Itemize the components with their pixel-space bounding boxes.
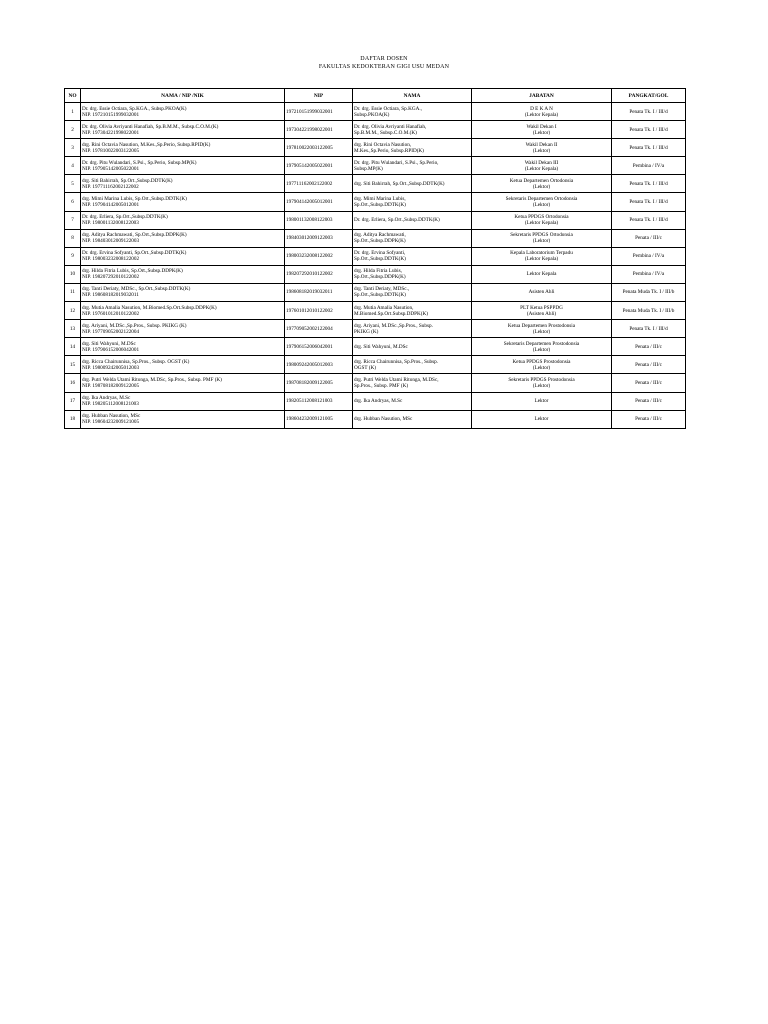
table-row [65, 121, 686, 139]
lecturer-table [64, 88, 686, 429]
table-row [65, 338, 686, 356]
cell-nama-nip-nik [81, 283, 285, 301]
cell-no: 1 [65, 103, 81, 121]
table-row [65, 320, 686, 338]
cell-nama [353, 103, 472, 121]
table-header-row [65, 89, 686, 103]
cell-jabatan [472, 193, 612, 211]
cell-nama-nip-nik [81, 247, 285, 265]
table-row [65, 283, 686, 301]
cell-nama-line-2: Sp.Ort.,Subsp.DDPK(K) [354, 274, 406, 281]
table-row [65, 211, 686, 229]
cell-jabatan-line-1: Wakil Dekan III [524, 159, 559, 166]
table-row [65, 356, 686, 374]
cell-nama-nip-number: NIP. 198003232008122002 [82, 256, 140, 263]
document-title [0, 55, 768, 71]
cell-jabatan-line-2: (Lektor) [532, 147, 551, 154]
cell-jabatan-line-1: D E K A N [530, 105, 553, 112]
cell-nama [353, 392, 472, 410]
table-row [65, 247, 686, 265]
cell-nama-line-1: drg. Ika Andryas, M.Sc [354, 398, 403, 405]
cell-nama [353, 139, 472, 157]
cell-nama [353, 410, 472, 428]
cell-nama [353, 121, 472, 139]
cell-jabatan-line-2: (Lektor) [532, 202, 551, 209]
cell-nama-nip-number: NIP. 198708182009122005 [82, 382, 140, 389]
cell-nama-line-1: drg. Ariyani, M.DSc.,Sp.Pros., Subsp. [354, 322, 433, 329]
cell-pangkat-gol: Penata Tk. I / III/d [612, 193, 686, 211]
cell-nama [353, 283, 472, 301]
cell-jabatan [472, 410, 612, 428]
cell-nama [353, 320, 472, 338]
cell-nip: 197711162002122002 [285, 175, 353, 193]
cell-nama-line-1: drg. Rini Octavia Nasution, [354, 141, 412, 148]
cell-nama-nip-nik [81, 211, 285, 229]
cell-nip: 198009242005012003 [285, 356, 353, 374]
cell-jabatan-line-2: (Lektor) [532, 238, 551, 245]
cell-jabatan-line-2: (Lektor) [532, 328, 551, 335]
cell-nama-nip-name: drg. Ariyani, M.DSc.,Sp.Pros., Subsp. PKIKG (K) [82, 322, 187, 329]
cell-jabatan-line-2: (Lektor Kepala) [524, 111, 559, 118]
header-jabatan: JABATAN [472, 89, 612, 103]
cell-no: 10 [65, 265, 81, 283]
table-row [65, 374, 686, 392]
cell-pangkat-gol: Penata Tk. I / III/d [612, 139, 686, 157]
table-row [65, 193, 686, 211]
cell-no: 12 [65, 302, 81, 320]
cell-nama-nip-name: drg. Ika Andryas, M.Sc [82, 395, 131, 402]
cell-jabatan [472, 157, 612, 175]
cell-nama-nip-nik [81, 320, 285, 338]
cell-nama-nip-number: NIP. 197711162002122002 [82, 183, 139, 190]
cell-jabatan [472, 175, 612, 193]
cell-nama-line-2: PKIKG (K) [354, 328, 379, 335]
cell-nama-nip-name: drg. Tanti Deriaty, MDSc., Sp.Ort.,Subsp.DDTK(K) [82, 286, 191, 293]
cell-nama-nip-number: NIP. 198207292010122002 [82, 274, 140, 281]
cell-jabatan-line-2: (Lektor) [532, 129, 551, 136]
cell-no: 18 [65, 410, 81, 428]
cell-pangkat-gol: Penata / III/c [612, 229, 686, 247]
cell-nama-nip-nik [81, 229, 285, 247]
cell-nama-nip-number: NIP. 198608182019032011 [82, 292, 139, 299]
cell-nip: 198205112008121003 [285, 392, 353, 410]
cell-nama-line-1: Dr. drg. Essie Octiara, Sp.KGA., [354, 105, 422, 112]
cell-nama-nip-nik [81, 193, 285, 211]
cell-nama-nip-nik [81, 103, 285, 121]
cell-jabatan [472, 338, 612, 356]
cell-jabatan-line-1: Sekretaris Departemen Ortodonsia [505, 196, 578, 203]
title-line-2: FAKULTAS KEDOKTERAN GIGI USU MEDAN [318, 64, 450, 70]
cell-no: 15 [65, 356, 81, 374]
cell-jabatan-line-2: (Lektor) [532, 364, 551, 371]
cell-nama-nip-number: NIP. 198205112008121003 [82, 401, 139, 408]
table-row [65, 265, 686, 283]
cell-nama-nip-name: Dr. drg. Ervina Sofyanti, Sp.Ort.,Subsp.DDTK(K) [82, 250, 187, 257]
cell-nama-nip-nik [81, 356, 285, 374]
cell-nip: 198207292010122002 [285, 265, 353, 283]
cell-jabatan-line-2: (Lektor Kepala) [524, 256, 559, 263]
cell-nama-line-2: Sp.Ort.,Subsp.DDTK(K) [354, 292, 406, 299]
cell-no: 6 [65, 193, 81, 211]
cell-jabatan-line-1: Sekretaris PPDGS Prostodonsia [508, 376, 575, 383]
cell-nip: 198403012009122003 [285, 229, 353, 247]
table-row [65, 103, 686, 121]
cell-pangkat-gol: Penata Tk. I / III/d [612, 175, 686, 193]
cell-jabatan-line-2: (Lektor Kepala) [524, 165, 559, 172]
cell-jabatan-line-1: Wakil Dekan I [526, 123, 557, 130]
cell-pangkat-gol: Penata / III/c [612, 356, 686, 374]
table-row [65, 302, 686, 320]
cell-nama-line-1: drg. Aditya Rachmawati, [354, 232, 406, 239]
header-nip: NIP [285, 89, 353, 103]
cell-nama-nip-name: drg. Mimi Marina Lubis, Sp.Ort.,Subsp.DDTK(K) [82, 196, 187, 203]
cell-jabatan [472, 320, 612, 338]
cell-nama-line-2: Sp.Ort.,Subsp.DDTK(K) [354, 202, 406, 209]
cell-nama-line-2: Sp.B.M.M., Subsp.C.O.M.(K) [354, 129, 417, 136]
cell-no: 9 [65, 247, 81, 265]
cell-nama-line-1: Dr. drg. Erliera, Sp.Ort.,Subsp.DDTK(K) [354, 217, 440, 224]
cell-nama [353, 211, 472, 229]
cell-jabatan-line-1: Lektor [534, 416, 549, 423]
cell-jabatan-line-1: Kepala Laboratorium Terpadu [510, 250, 573, 257]
cell-jabatan [472, 103, 612, 121]
cell-nama-line-2: Subsp.PKOA(K) [354, 111, 390, 118]
cell-jabatan [472, 229, 612, 247]
cell-nama-nip-name: drg. Siti Bahirrah, Sp.Ort.,Subsp.DDTK(K) [82, 177, 173, 184]
cell-nama [353, 193, 472, 211]
cell-pangkat-gol: Pembina / IV/a [612, 157, 686, 175]
cell-nama-nip-nik [81, 139, 285, 157]
cell-nama [353, 302, 472, 320]
header-pangkat-gol: PANGKAT/GOL [612, 89, 686, 103]
cell-nama-nip-name: Dr. drg. Olivia Avriyanti Hanafiah, Sp.B.M.M., Subsp.C.O.M.(K) [82, 123, 219, 130]
cell-nama-nip-number: NIP. 198604232009121005 [82, 419, 140, 426]
cell-jabatan-line-1: Lektor [534, 398, 549, 405]
header-nama: NAMA [353, 89, 472, 103]
cell-jabatan [472, 302, 612, 320]
cell-nama-line-1: drg. Siti Wahyuni, M.DSc [354, 343, 408, 350]
cell-jabatan-line-1: Ketua Departemen Ortodonsia [509, 177, 574, 184]
cell-jabatan-line-1: Asisten Ahli [528, 289, 555, 296]
cell-nip: 198003232008122002 [285, 247, 353, 265]
cell-nama-nip-name: drg. Hubban Nasution, MSc [82, 413, 141, 420]
cell-nama-line-2: Subsp.MP(K) [354, 165, 383, 172]
cell-nama-nip-nik [81, 302, 285, 320]
cell-jabatan-line-2: (Lektor) [532, 382, 551, 389]
cell-nama-nip-nik [81, 175, 285, 193]
cell-nama [353, 175, 472, 193]
cell-nama-nip-name: Dr. drg. Essie Octiara, Sp.KGA., Subsp.PKOA(K) [82, 105, 187, 112]
cell-jabatan-line-1: Wakil Dekan II [525, 141, 558, 148]
cell-nama-nip-number: NIP. 197304221998022001 [82, 129, 140, 136]
cell-nama-nip-number: NIP. 197810022003122005 [82, 147, 140, 154]
cell-nip: 197601012010122002 [285, 302, 353, 320]
cell-nama [353, 247, 472, 265]
cell-no: 3 [65, 139, 81, 157]
cell-jabatan [472, 265, 612, 283]
cell-no: 16 [65, 374, 81, 392]
cell-nama-nip-number: NIP. 197210151999032001 [82, 111, 140, 118]
cell-jabatan-line-1: Ketua PPDGS Ortodonsia [514, 214, 569, 221]
cell-nama-line-1: drg. Hubban Nasution, MSc [354, 416, 413, 423]
cell-nama-nip-name: drg. Ricca Chairunnisa, Sp.Pros., Subsp. OGST (K) [82, 358, 190, 365]
cell-nip: 197905142005022001 [285, 157, 353, 175]
cell-no: 4 [65, 157, 81, 175]
cell-nip: 198604232009121005 [285, 410, 353, 428]
cell-no: 7 [65, 211, 81, 229]
cell-jabatan [472, 392, 612, 410]
cell-no: 14 [65, 338, 81, 356]
cell-jabatan [472, 121, 612, 139]
cell-nama-nip-nik [81, 410, 285, 428]
table-body [65, 103, 686, 429]
cell-jabatan [472, 356, 612, 374]
cell-jabatan-line-1: Ketua Departemen Prostodonsia [507, 322, 576, 329]
cell-nama-line-1: drg. Mutia Amalia Nasution, [354, 304, 414, 311]
cell-nip: 198001132008122003 [285, 211, 353, 229]
table-row [65, 229, 686, 247]
cell-jabatan-line-1: Lektor Kepala [526, 271, 557, 278]
cell-jabatan-line-1: Ketua PPDGS Prostodonsia [512, 358, 571, 365]
cell-nama [353, 338, 472, 356]
cell-no: 5 [65, 175, 81, 193]
cell-nama-nip-name: drg. Rini Octavia Nasution, M.Kes.,Sp.Perio, Subsp.RPID(K) [82, 141, 211, 148]
cell-nama-nip-nik [81, 157, 285, 175]
cell-pangkat-gol: Penata / III/c [612, 374, 686, 392]
cell-nama-nip-nik [81, 374, 285, 392]
cell-nama-line-1: drg. Tanti Deriaty, MDSc., [354, 286, 410, 293]
cell-nama-line-2: M.Kes.,Sp.Perio, Subsp.RPID(K) [354, 147, 424, 154]
cell-pangkat-gol: Penata Muda Tk. I / III/b [612, 283, 686, 301]
cell-pangkat-gol: Penata / III/c [612, 338, 686, 356]
cell-no: 8 [65, 229, 81, 247]
cell-nama-nip-number: NIP. 197904142005012001 [82, 202, 140, 209]
cell-jabatan-line-1: Sekretaris Departemen Prostodonsia [503, 340, 580, 347]
cell-nama [353, 374, 472, 392]
cell-pangkat-gol: Penata Tk. I / III/d [612, 320, 686, 338]
title-line-1: DAFTAR DOSEN [360, 56, 408, 62]
cell-jabatan-line-1: Sekretaris PPDGS Ortodonsia [510, 232, 573, 239]
table-row [65, 392, 686, 410]
cell-nip: 197810022003122005 [285, 139, 353, 157]
cell-nama-line-2: Sp.Ort.,Subsp.DDTK(K) [354, 256, 406, 263]
cell-nama-line-1: Dr. drg. Olivia Avriyanti Hanafiah, [354, 123, 427, 130]
cell-nama-nip-number: NIP. 198403012009122003 [82, 238, 140, 245]
cell-no: 2 [65, 121, 81, 139]
cell-nama-line-2: Sp.Pros., Subsp. PMF (K) [354, 382, 409, 389]
cell-nama-line-2: OGST (K) [354, 364, 376, 371]
cell-jabatan [472, 139, 612, 157]
cell-nama-line-1: drg. Ricca Chairunnisa, Sp.Pros., Subsp. [354, 358, 439, 365]
cell-nama [353, 229, 472, 247]
cell-nip: 197304221998022001 [285, 121, 353, 139]
cell-nama-nip-number: NIP. 198009242005012003 [82, 364, 140, 371]
cell-nama-nip-nik [81, 392, 285, 410]
cell-nip: 197904142005012001 [285, 193, 353, 211]
cell-nama-line-1: drg. Siti Bahirrah, Sp.Ort.,Subsp.DDTK(K) [354, 180, 445, 187]
cell-nama-line-1: Dr. drg. Pitu Wulandari, S.Psi., Sp.Perio, [354, 159, 439, 166]
cell-nip: 198608182019032011 [285, 283, 353, 301]
cell-nama-line-2: Sp.Ort.,Subsp.DDPK(K) [354, 238, 406, 245]
cell-jabatan-line-2: (Lektor) [532, 183, 551, 190]
header-nama-nip-nik: NAMA / NIP /NIK [81, 89, 285, 103]
cell-nama-nip-name: drg. Aditya Rachmawati, Sp.Ort.,Subsp.DDPK(K) [82, 232, 187, 239]
cell-nama-nip-number: NIP. 197709052002122004 [82, 328, 140, 335]
cell-nama [353, 265, 472, 283]
cell-pangkat-gol: Penata Tk. I / III/d [612, 211, 686, 229]
cell-jabatan-line-2: (Lektor Kepala) [524, 220, 559, 227]
cell-nip: 197906152006042001 [285, 338, 353, 356]
cell-pangkat-gol: Penata / III/c [612, 392, 686, 410]
cell-nama-nip-name: Dr. drg. Erliera, Sp.Ort.,Subsp.DDTK(K) [82, 214, 168, 221]
cell-jabatan-line-2: (Lektor) [532, 346, 551, 353]
cell-nama-nip-nik [81, 121, 285, 139]
cell-nama-nip-nik [81, 265, 285, 283]
cell-jabatan-line-1: PLT Ketua PSPPDG [520, 304, 563, 311]
cell-nama-nip-number: NIP. 197601012010122002 [82, 310, 140, 317]
cell-nama-line-1: drg. Putri Welda Utami Ritonga, M.DSc, [354, 376, 439, 383]
cell-nama-nip-name: drg. Mutia Amalia Nasution, M.Biomed.Sp.Ort.Subsp.DDPK(K) [82, 304, 217, 311]
table-row [65, 139, 686, 157]
cell-nama-nip-number: NIP. 197905142005022001 [82, 165, 140, 172]
cell-nama-nip-name: drg. Siti Wahyuni, M.DSc [82, 340, 136, 347]
cell-no: 17 [65, 392, 81, 410]
cell-nama [353, 356, 472, 374]
cell-jabatan [472, 374, 612, 392]
cell-nama-nip-nik [81, 338, 285, 356]
cell-nama-line-1: Dr. drg. Ervina Sofyanti, [354, 250, 406, 257]
cell-nama-nip-name: Dr. drg. Pitu Wulandari, S.Psi., Sp.Perio, Subsp.MP(K) [82, 159, 197, 166]
cell-pangkat-gol: Penata Tk. I / III/d [612, 121, 686, 139]
cell-nama-line-2: M.Biomed.Sp.Ort.Subsp.DDPK(K) [354, 310, 428, 317]
cell-nama-nip-name: drg. Hilda Fitria Lubis, Sp.Ort.,Subsp.DDPK(K) [82, 268, 183, 275]
cell-pangkat-gol: Penata Tk. I / III/d [612, 103, 686, 121]
cell-nama-nip-name: drg. Putri Welda Utami Ritonga, M.DSc, Sp.Pros., Subsp. PMF (K) [82, 376, 222, 383]
cell-nip: 198708182009122005 [285, 374, 353, 392]
cell-jabatan [472, 211, 612, 229]
cell-jabatan [472, 283, 612, 301]
cell-jabatan [472, 247, 612, 265]
cell-nama-nip-number: NIP. 198001132008122003 [82, 220, 139, 227]
header-no: NO [65, 89, 81, 103]
cell-nama-line-1: drg. Hilda Fitria Lubis, [354, 268, 402, 275]
cell-no: 11 [65, 283, 81, 301]
cell-no: 13 [65, 320, 81, 338]
cell-pangkat-gol: Pembina / IV/a [612, 265, 686, 283]
cell-nip: 197210151999032001 [285, 103, 353, 121]
cell-nip: 197709052002122004 [285, 320, 353, 338]
table-row [65, 157, 686, 175]
cell-pangkat-gol: Penata Muda Tk. I / III/b [612, 302, 686, 320]
table-row [65, 410, 686, 428]
cell-nama-nip-number: NIP. 197906152006042001 [82, 346, 140, 353]
cell-nama [353, 157, 472, 175]
table-row [65, 175, 686, 193]
cell-pangkat-gol: Pembina / IV/a [612, 247, 686, 265]
cell-nama-line-1: drg. Mimi Marina Lubis, [354, 196, 406, 203]
cell-pangkat-gol: Penata / III/c [612, 410, 686, 428]
cell-jabatan-line-2: (Asisten Ahli) [526, 310, 557, 317]
